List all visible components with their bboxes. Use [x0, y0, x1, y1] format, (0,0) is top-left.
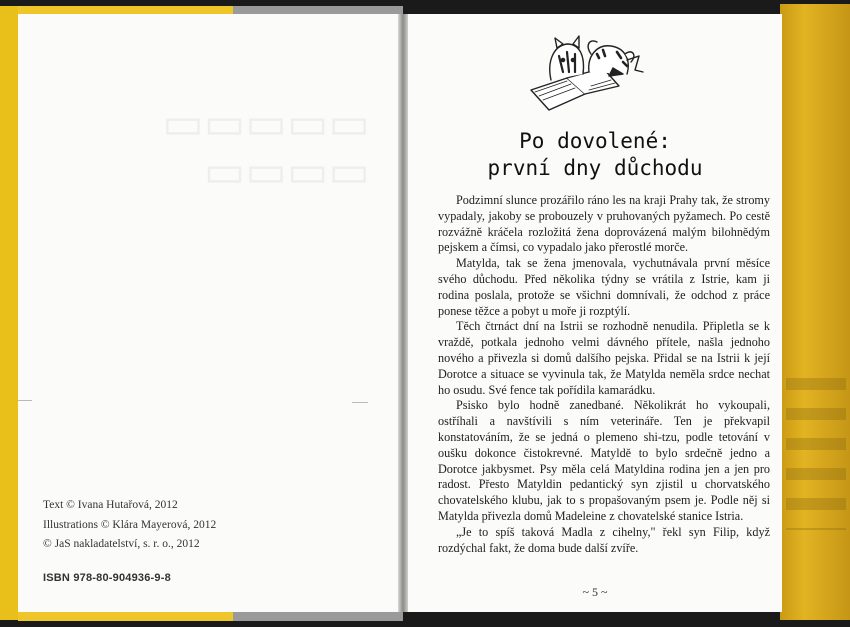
page-tick-right: [352, 402, 368, 403]
publisher-credit: © JaS nakladatelství, s. r. o., 2012: [43, 538, 200, 550]
page-number: ~ 5 ~: [582, 585, 608, 599]
cover-pattern: [786, 360, 846, 530]
text-credit: Text © Ivana Hutařová, 2012: [43, 499, 178, 511]
paragraph: Matylda, tak se žena jmenovala, vychutnávala první měsíce svého důchodu. Před několika týdny se vrátila z Istrie, kam ji rodina poslala, protože se všichni domnívali, že odchod z práce ponese těžce a pobyt u moře ji rozptýlí.: [438, 256, 770, 318]
paragraph: „Je to spíš taková Madla z cihelny," řekl syn Filip, když rozdýchal fakt, že doma bude další zvíře.: [438, 524, 770, 555]
cat-and-dog-reading-book-icon: [527, 32, 647, 116]
chapter-heading-line-1: Po dovolené:: [519, 129, 671, 153]
paragraph: Psisko bylo hodně zanedbané. Několikrát ho vykoupali, ostříhali a navštívili s ním veterináře. Ten je překvapil konstatováním, že se jedná o plemeno shi-tzu, podle tetování v oušku dokonce čistokrevné. Matyldě to bylo srdečně jedno a Dorotce jakbysmet. Psy měla celá Matyldina rodina jen a jen pro radost. Přesto Matyldin pedantický syn zjistil u chorvatského chovatelského klubu, jak to s propašovaným psem je. Podle něj si Matylda přivezla domů Madeleine z chovatelské stanice Istria.: [438, 398, 770, 523]
chapter-body: [438, 193, 770, 556]
illustrations-credit: Illustrations © Klára Mayerová, 2012: [43, 518, 217, 531]
page-tick-left: [18, 400, 32, 401]
paragraph: Těch čtrnáct dní na Istrii se rozhodně nenudila. Připletla se k vraždě, potkala jednoho velmi dávného přítele, našla jednoho nového a přivezla si domů dalšího pejska. Přidal se na Istrii k její Dorotce a situace se vyvinula tak, že Matylda neměla srdce nechat ho osudu. Své fence tak pořídila kamarádku.: [438, 319, 770, 397]
isbn: ISBN 978-80-904936-9-8: [43, 571, 171, 584]
show-through-from-cover: ▭▭▭▭▭ ▭▭▭▭: [162, 98, 370, 197]
imprint-block: [43, 496, 216, 588]
paragraph: Podzimní slunce prozářilo ráno les na kraji Prahy tak, že stromy vypadaly, jakoby se probouzely v pruhovaných pyžamech. Po cestě rozvážně kráčela rozložitá žena doprovázená malým bilohnědým pejskem a čímsi, co vypadalo jako přerostlé morče.: [438, 193, 770, 255]
chapter-heading: [408, 128, 782, 182]
book-cover-edge-left: [0, 6, 18, 620]
chapter-heading-line-2: první dny důchodu: [487, 156, 703, 180]
book-gutter: [398, 14, 408, 612]
